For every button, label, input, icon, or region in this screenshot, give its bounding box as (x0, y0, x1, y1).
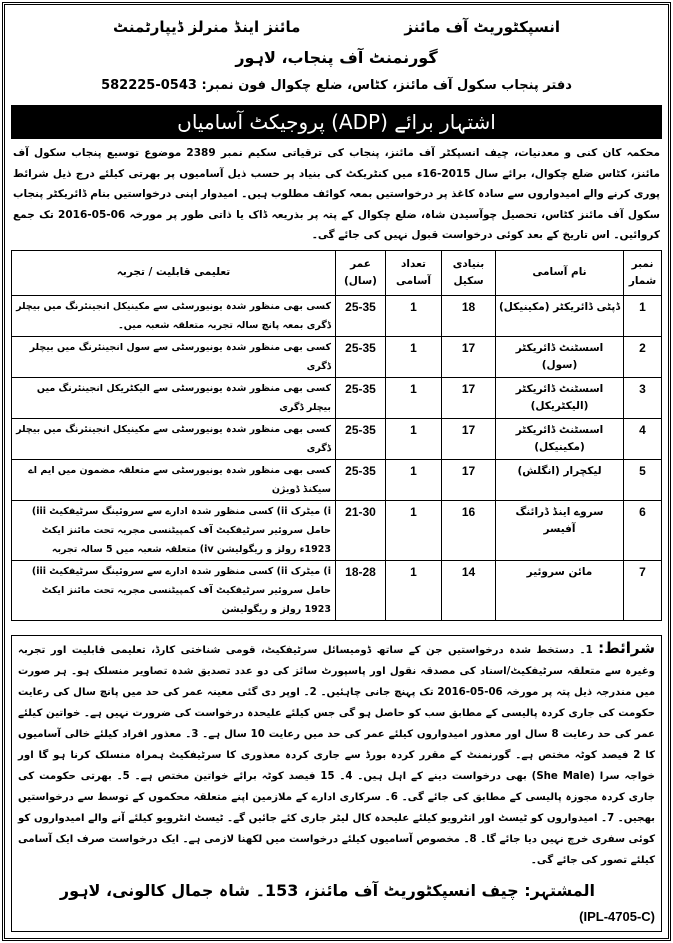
scale-cell: 17 (442, 459, 496, 500)
post-cell: سروے اینڈ ڈرائنگ آفیسر (496, 500, 624, 560)
col-serial: نمبر شمار (624, 250, 662, 295)
vacancies-table (11, 250, 662, 621)
serial-cell: 3 (624, 377, 662, 418)
scale-cell: 17 (442, 377, 496, 418)
age-cell: 18-28 (336, 560, 386, 620)
col-count: تعداد آسامی (386, 250, 442, 295)
qualification-cell: کسی بھی منظور شدہ یونیورسٹی سے سول انجینئرنگ میں بیچلر ڈگری (12, 336, 336, 377)
advertiser: المشتہر: چیف انسپکٹوریٹ آف مائنز، 153۔ شاہ جمال کالونی، لاہور (59, 880, 595, 900)
post-cell: اسسٹنٹ ڈائریکٹر (مکینیکل) (496, 418, 624, 459)
post-cell: اسسٹنٹ ڈائریکٹر (الیکٹریکل) (496, 377, 624, 418)
post-cell: مائن سروئیر (496, 560, 624, 620)
count-cell: 1 (386, 560, 442, 620)
qualification-cell: کسی بھی منظور شدہ یونیورسٹی سے متعلقہ مضمون میں ایم اے سیکنڈ ڈویژن (12, 459, 336, 500)
count-cell: 1 (386, 336, 442, 377)
serial-cell: 1 (624, 295, 662, 336)
age-cell: 25-35 (336, 336, 386, 377)
table-row (12, 377, 662, 418)
count-cell: 1 (386, 418, 442, 459)
serial-cell: 4 (624, 418, 662, 459)
table-row (12, 500, 662, 560)
count-cell: 1 (386, 459, 442, 500)
col-post: نام آسامی (496, 250, 624, 295)
qualification-cell: کسی بھی منظور شدہ یونیورسٹی سے مکینیکل انجینئرنگ میں بیچلر ڈگری (12, 418, 336, 459)
advertisement-title: اشتہار برائے (ADP) پروجیکٹ آسامیاں (11, 105, 662, 139)
serial-cell: 5 (624, 459, 662, 500)
qualification-cell: i) میٹرک ii) کسی منظور شدہ ادارے سے سروئینگ سرٹیفکیٹ iii) حامل سروئیر سرٹیفکیٹ آف کمپیٹنسی مجریہ تحت مائنز ایکٹ 1923 رولز و ریگولیشن (12, 560, 336, 620)
serial-cell: 6 (624, 500, 662, 560)
scale-cell: 17 (442, 418, 496, 459)
advertisement-frame (2, 2, 671, 941)
qualification-cell: i) میٹرک ii) کسی منظور شدہ ادارے سے سروئینگ سرٹیفکیٹ iii) حامل سروئیر سرٹیفکیٹ آف کمپیٹنسی مجریہ تحت مائنز ایکٹ 1923ء رولز و ریگولیشن iv) متعلقہ شعبہ میں 5 سالہ تجربہ (12, 500, 336, 560)
post-cell: اسسٹنٹ ڈائریکٹر (سول) (496, 336, 624, 377)
scale-cell: 18 (442, 295, 496, 336)
count-cell: 1 (386, 295, 442, 336)
department-name: مائنز اینڈ منرلز ڈیپارٹمنٹ (113, 18, 301, 36)
footer-row (18, 879, 655, 927)
government-name: گورنمنٹ آف پنجاب، لاہور (235, 48, 438, 67)
intro-paragraph: محکمہ کان کنی و معدنیات، چیف انسپکٹر آف مائنز، پنجاب کی ترقیاتی سکیم نمبر 2389 موضوع توسیع پنجاب سکول آف مائنز، کٹاس ضلع چکوال، برائے سال 2015-16ء میں کنٹریکٹ کی بنیاد پر حسب ذیل آسامیوں پر بھرتی کیلئے درج ذیل شرائط پوری کرنے والے امیدواروں سے سادہ کاغذ پر درخواستیں بمعہ کوائف مطلوب ہیں۔ امیدوار اپنی درخواستیں بنام ڈائریکٹر پنجاب سکول آف مائنز کٹاس، تحصیل چوآسیدن شاہ، ضلع چکوال کے پتہ پر بذریعہ ڈاک یا ذاتی طور پر مورخہ 06-05-2016 تک جمع کروائیں۔ اس تاریخ کے بعد کوئی درخواست قبول نہیں کی جائے گی۔ (13, 147, 661, 241)
col-age: عمر (سال) (336, 250, 386, 295)
scale-cell: 16 (442, 500, 496, 560)
conditions-body: 1۔ دستخط شدہ درخواستیں جن کے ساتھ ڈومیسائل سرٹیفکیٹ، قومی شناختی کارڈ، تعلیمی قابلیت اور تجربہ وغیرہ سے متعلقہ سرٹیفکیٹ/اسناد کی مصدقہ نقول اور پاسپورٹ سائز کی دو عدد تصدیق شدہ تصاویر منسلک ہو۔ ہر صورت میں مندرجہ ذیل پتہ پر مورخہ 06-05-2016 تک پہنچ جانی چاہئیں۔ 2۔ اوپر دی گئی معینہ عمر کی حد میں پانچ سال کی رعایت حکومت کی جاری کردہ پالیسی کے مطابق سب کو حاصل ہو گی جس کیلئے علیحدہ درخواست کی ضرورت نہیں ہے۔ خواتین کیلئے عمر کی حد رعایت 8 سال اور معذور امیدواروں کیلئے عمر کی حد میں رعایت 10 سال ہے۔ 3۔ معذور افراد کیلئے خالی آسامیوں کا 2 فیصد کوٹہ مختص ہے۔ گورنمنٹ کے مقرر کردہ بورڈ سے جاری کردہ معذوری کا سرٹیفکیٹ ہمراہ منسلک کرنا ہو گا اور خواجہ سرا (She Male) بھی درخواست دینے کے اہل ہیں۔ 4۔ 15 فیصد کوٹہ برائے خواتین مختص ہے۔ 5۔ بھرتی حکومت کی جاری کردہ مجوزہ پالیسی کے مطابق کی جائے گی۔ 6۔ سرکاری ادارے کے ملازمین اپنے متعلقہ محکموں کے توسط سے درخواستیں بھجیں۔ 7۔ امیدواروں کو ٹیسٹ اور انٹرویو کیلئے علیحدہ کال لیٹر جاری کئے جائیں گے۔ ٹیسٹ انٹرویو کیلئے آنے والے امیدواروں کو کوئی سفری خرچ نہیں دیا جائے گا۔ 8۔ مخصوص آسامیوں کیلئے درخواست میں لکھنا لازمی ہے۔ ایک درخواست صرف ایک آسامی کیلئے تصور کی جائے گی۔ (18, 644, 656, 866)
qualification-cell: کسی بھی منظور شدہ یونیورسٹی سے الیکٹریکل انجینئرنگ میں بیچلر ڈگری (12, 377, 336, 418)
age-cell: 25-35 (336, 377, 386, 418)
post-cell: ڈپٹی ڈائریکٹر (مکینیکل) (496, 295, 624, 336)
serial-cell: 7 (624, 560, 662, 620)
age-cell: 21-30 (336, 500, 386, 560)
table-row (12, 560, 662, 620)
header-top-row (11, 11, 662, 41)
qualification-cell: کسی بھی منظور شدہ یونیورسٹی سے مکینیکل انجینئرنگ میں بیچلر ڈگری بمعہ پانچ سالہ تجربہ متعلقہ شعبہ میں۔ (12, 295, 336, 336)
col-qualification: تعلیمی قابلیت / تجربہ (12, 250, 336, 295)
age-cell: 25-35 (336, 418, 386, 459)
conditions-text (18, 638, 655, 871)
count-cell: 1 (386, 500, 442, 560)
table-row (12, 459, 662, 500)
table-row (12, 418, 662, 459)
conditions-box (11, 635, 662, 932)
office-address: دفتر پنجاب سکول آف مائنز، کٹاس، ضلع چکوال فون نمبر: 0543-582225 (101, 78, 572, 93)
scale-cell: 17 (442, 336, 496, 377)
count-cell: 1 (386, 377, 442, 418)
table-row (12, 336, 662, 377)
office-name: انسپکٹوریٹ آف مائنز (404, 18, 560, 36)
conditions-title: شرائط: (598, 638, 656, 657)
table-row (12, 295, 662, 336)
serial-cell: 2 (624, 336, 662, 377)
age-cell: 25-35 (336, 459, 386, 500)
post-cell: لیکچرار (انگلش) (496, 459, 624, 500)
col-scale: بنیادی سکیل (442, 250, 496, 295)
ad-code: (IPL-4705-C) (579, 908, 655, 924)
table-header-row (12, 250, 662, 295)
age-cell: 25-35 (336, 295, 386, 336)
scale-cell: 14 (442, 560, 496, 620)
